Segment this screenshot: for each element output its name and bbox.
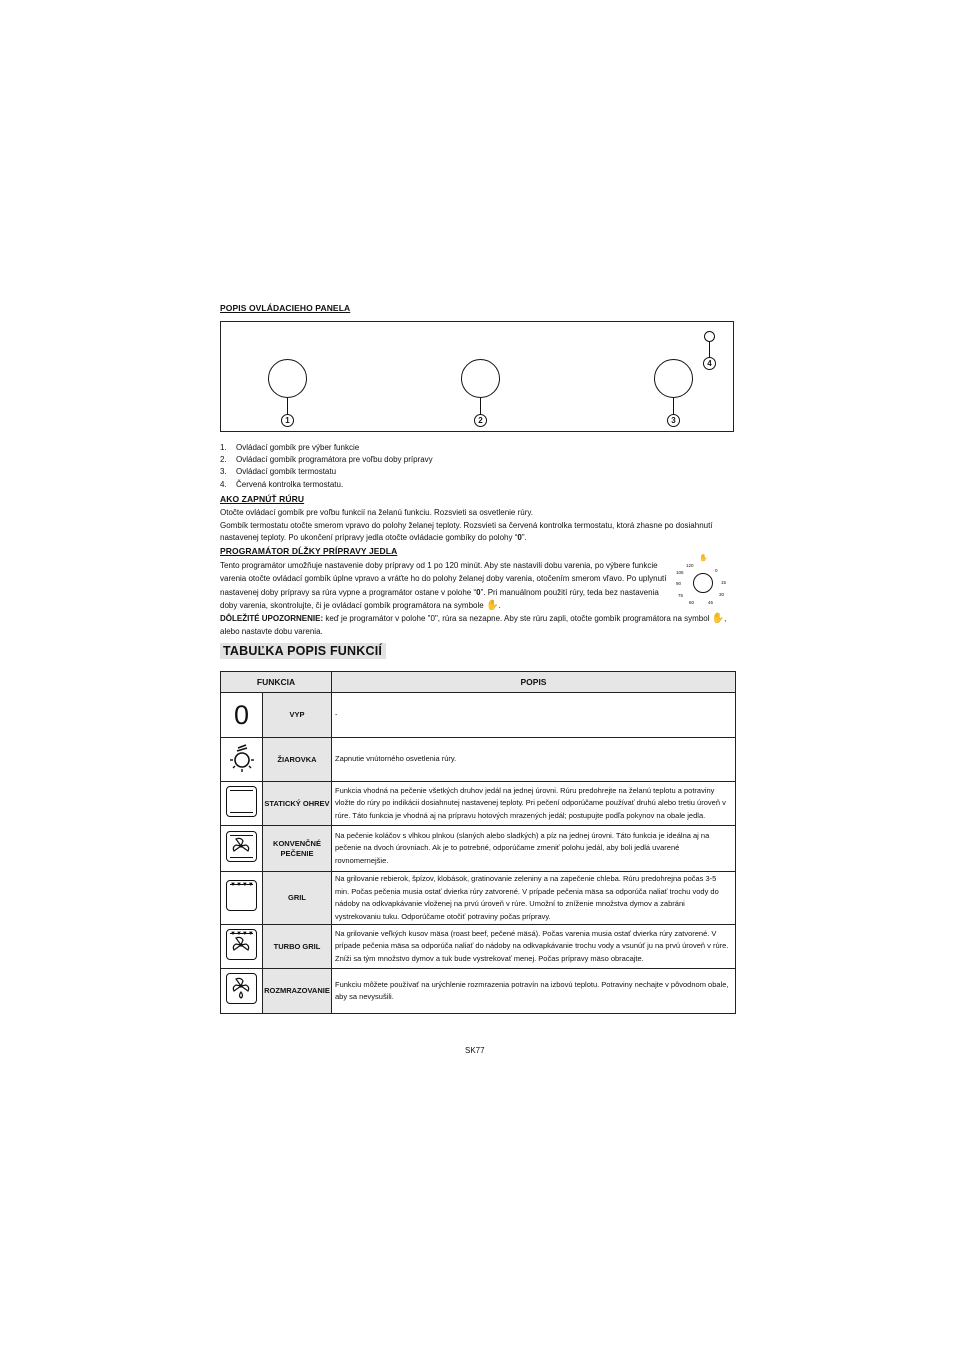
table-row — [221, 693, 736, 738]
programmer-knob — [461, 359, 500, 398]
function-description: Na grilovanie veľkých kusov mäsa (roast beef, pečené mäsá). Počas varenia musia ostať dvierka rúry zatvorené. V prípade pečenia mäsa sa odporúča naliať do nádoby na odkvapkávanie trochu vody a vsunúť ju na prvú úroveň v rúre. Zníži sa tým množstvo dymov a tuk bude vystrekovať menej. Počas prípravy mäso obracajte. — [332, 925, 736, 969]
convection-fan-icon — [226, 831, 257, 862]
programmer-dial-diagram: ✋ 120 0 105 15 90 30 75 45 60 — [676, 555, 727, 605]
function-name: TURBO GRIL — [263, 925, 332, 969]
table-row — [221, 969, 736, 1014]
table-row — [221, 925, 736, 969]
function-name: KONVENČNÉ PEČENIE — [263, 826, 332, 872]
function-name: ROZMRAZOVANIE — [263, 969, 332, 1014]
table-row — [221, 738, 736, 782]
function-description: Na pečenie koláčov s vlhkou plnkou (slaných alebo sladkých) a píz na jednej úrovni. Táto funkcia je ideálna aj na pečenie na dvoch úrovniach. Ak je to potrebné, odporúčame zmeniť polohu jedál, aby boli jedlá uvarené rovnomernejšie. — [332, 826, 736, 872]
zero-icon: 0 — [233, 699, 250, 730]
function-description: - — [332, 693, 736, 738]
switch-on-text: Otočte ovládací gombík pre voľbu funkcií na želanú funkciu. Rozsvieti sa osvetlenie rúry. Gombík termostatu otočte smerom vpravo do polohy želanej teploty. Rozsvieti sa červená kontrolka termostatu, ktorá zhasne po dosiahnutí nastavenej teploty. Po ukončení prípravy jedla otočte ovládacie gombíky do polohy “0”. — [220, 508, 713, 542]
hand-icon: ✋ — [711, 613, 725, 624]
programmer-text: Tento programátor umožňuje nastavenie doby prípravy od 1 po 120 minút. Aby ste nastavili dobu varenia, po výbere funkcie varenia otočte ovládací gombík úplne vpravo a vráťte ho do polohy želanej doby varenia, otočením smerom vľavo. Po uplynutí nastavenej doby prípravy sa rúra vypne a programátor ostane v polohe “0”. Pri manuálnom použití rúry, teda bez nastavenia doby varenia, skontrolujte, či je ovládací gombík programátora na symbole ✋. — [220, 561, 667, 612]
list-item: 1. Ovládací gombík pre výber funkcie — [220, 443, 360, 452]
programmer-heading: PROGRAMÁTOR DĹŽKY PRÍPRAVY JEDLA — [220, 546, 398, 556]
hand-icon: ✋ — [699, 555, 708, 562]
function-table-title: TABUĽKA POPIS FUNKCIÍ — [220, 643, 386, 659]
col-header-description: POPIS — [332, 672, 736, 693]
callout-2: 2 — [474, 414, 487, 427]
function-knob — [268, 359, 307, 398]
control-panel-diagram — [220, 321, 734, 432]
page-number: SK77 — [465, 1046, 485, 1055]
function-description: Na grilovanie rebierok, špízov, klobások, gratinovanie zeleniny a na zapečenie chleba. Rúru predohrejna počas 3-5 min. Počas pečenia musia ostať dvierka rúry zatvorené. V prípade pečenia mäsa sa odporúča naliať trochu vody do nádoby na odkvapkávanie vloženej na prvú úroveň v rúre. Umožní to zníženie množstva dymov a zabráni vystrekovaniu tuku. Odporúčame otočiť potraviny počas prípravy. — [332, 872, 736, 925]
function-description: Zapnutie vnútorného osvetlenia rúry. — [332, 738, 736, 782]
function-name: STATICKÝ OHREV — [263, 782, 332, 826]
static-heating-icon — [226, 786, 257, 817]
lamp-icon — [225, 740, 259, 774]
function-description: Funkciu môžete používať na urýchlenie rozmrazenia potravín na izbovú teplotu. Potraviny nechajte v pôvodnom obale, aby sa nevysušili. — [332, 969, 736, 1014]
function-table — [220, 671, 736, 1014]
defrost-icon — [226, 973, 257, 1004]
table-row — [221, 872, 736, 925]
col-header-function: FUNKCIA — [221, 672, 332, 693]
turbo-grill-icon: ▼▼▼▼ — [226, 929, 257, 960]
thermostat-knob — [654, 359, 693, 398]
list-item: 3. Ovládací gombík termostatu — [220, 467, 337, 477]
panel-legend-list — [220, 442, 433, 491]
callout-4: 4 — [703, 357, 716, 370]
programmer-warning: DÔLEŽITÉ UPOZORNENIE: keď je programátor v polohe "0", rúra sa nezapne. Aby ste rúru zapli, otočte gombík programátora na symbol ✋, alebo nastavte dobu varenia. — [220, 613, 727, 636]
grill-icon: ▼▼▼▼ — [226, 880, 257, 911]
list-item: 4. Červená kontrolka termostatu. — [220, 479, 344, 489]
function-name: VYP — [263, 693, 332, 738]
hand-icon: ✋ — [485, 600, 499, 612]
list-item: 2. Ovládací gombík programátora pre voľbu doby prípravy — [220, 455, 433, 465]
function-name: GRIL — [263, 872, 332, 925]
switch-on-heading: AKO ZAPNÚŤ RÚRU — [220, 494, 305, 504]
callout-3: 3 — [667, 414, 680, 427]
panel-heading: POPIS OVLÁDACIEHO PANELA — [220, 303, 351, 313]
callout-1: 1 — [281, 414, 294, 427]
thermostat-lamp — [704, 331, 715, 342]
function-description: Funkcia vhodná na pečenie všetkých druhov jedál na jednej úrovni. Rúru predohrejte na želanú teplotu a potraviny vložte do rúry po indikácii dosiahnutej nastavenej teploty. Pri pečení odporúčame používať druhú alebo tretiu úroveň v rúre. Táto funkcia je vhodná aj na prípravu hotových mrazených jedál; postupujte podľa pokynov na obale jedla. — [332, 782, 736, 826]
function-name: ŽIAROVKA — [263, 738, 332, 782]
table-row — [221, 826, 736, 872]
table-row — [221, 782, 736, 826]
